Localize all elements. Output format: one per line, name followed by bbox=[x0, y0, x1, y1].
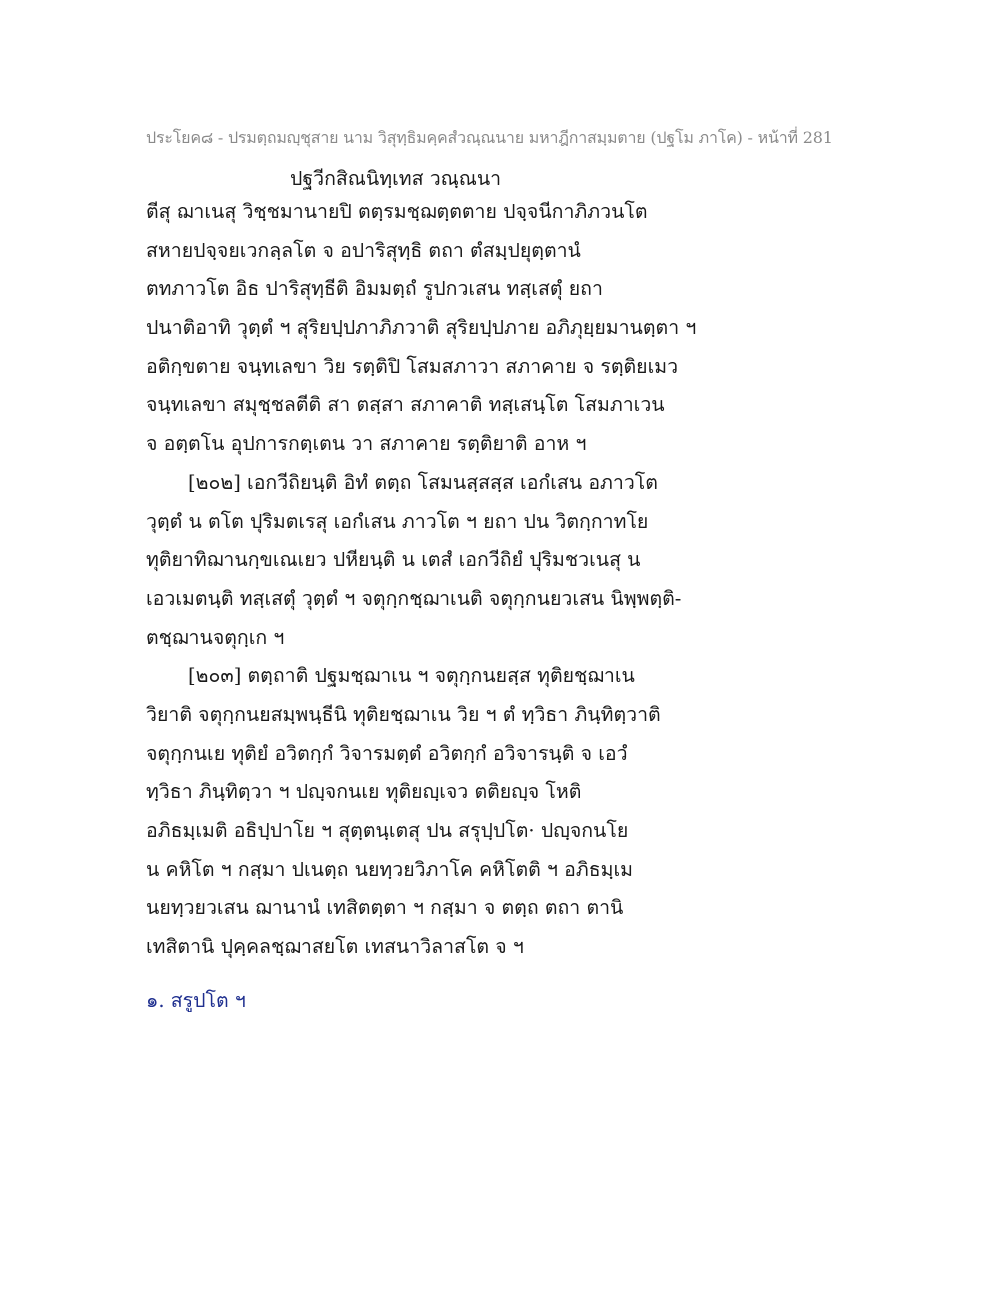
body-line: อภิธมฺเมติ อธิปฺปาโย ฯ สุตฺตนฺเตสุ ปน สรุปฺปโต· ปญฺจกนโย bbox=[146, 819, 629, 842]
section-title: ปฐวีกสิณนิทฺเทส วณฺณนา bbox=[290, 167, 502, 190]
body-line: จตุกฺกนเย ทุติยํ อวิตกฺกํ วิจารมตฺตํ อวิตกฺกํ อวิจารนฺติ จ เอวํ bbox=[146, 741, 628, 765]
paragraph-start-202: [๒๐๒] เอกวีถิยนฺติ อิทํ ตตฺถ โสมนสฺสสฺส เอกํเสน อภาวโต bbox=[188, 470, 658, 494]
body-line: น คหิโต ฯ กสฺมา ปเนตฺถ นยทฺวยวิภาโค คหิโตติ ฯ อภิธมฺเม bbox=[146, 857, 634, 881]
body-text bbox=[146, 193, 866, 967]
body-line: อติกฺขตาย จนฺทเลขา วิย รตฺติปิ โสมสภาวา สภาคาย จ รตฺติยเมว bbox=[146, 354, 679, 378]
body-line: ทุติยาทิฌานกฺขเณเยว ปหียนฺติ น เตสํ เอกวีถิยํ ปุริมชวเนสุ น bbox=[146, 548, 641, 572]
body-line: ทฺวิธา ภินฺทิตฺวา ฯ ปญฺจกนเย ทุติยญฺเจว ตติยญฺจ โหติ bbox=[146, 780, 582, 804]
paragraph-start-203: [๒๐๓] ตตฺถาติ ปฐมชฺฌาเน ฯ จตุกฺกนยสฺส ทุติยชฺฌาเน bbox=[188, 664, 635, 688]
body-line: จนฺทเลขา สมุชฺชลตีติ สา ตสฺสา สภาคาติ ทสฺเสนฺโต โสมภาเวน bbox=[146, 393, 665, 417]
body-line: จ อตฺตโน อุปการกตฺเตน วา สภาคาย รตฺติยาติ อาห ฯ bbox=[146, 432, 587, 456]
body-line: ปนาติอาทิ วุตฺตํ ฯ สุริยปฺปภาภิภวาติ สุริยปฺปภาย อภิภุยฺยมานตฺตา ฯ bbox=[146, 316, 697, 340]
body-line: เทสิตานิ ปุคฺคลชฺฌาสยโต เทสนาวิลาสโต จ ฯ bbox=[146, 935, 524, 959]
body-line: สหายปจฺจยเวกลฺลโต จ อปาริสุทฺธิ ตถา ตํสมฺปยุตฺตานํ bbox=[146, 238, 581, 262]
body-line: วิยาติ จตุกฺกนยสมฺพนฺธีนิ ทุติยชฺฌาเน วิย ฯ ตํ ทฺวิธา ภินฺทิตฺวาติ bbox=[146, 702, 661, 726]
body-line: เอวเมตนฺติ ทสฺเสตุํ วุตฺตํ ฯ จตุกฺกชฺฌาเนติ จตุกฺกนยวเสน นิพฺพตฺติ- bbox=[146, 586, 682, 610]
body-line: ตทภาวโต อิธ ปาริสุทฺธีติ อิมมตฺถํ รูปกวเสน ทสฺเสตุํ ยถา bbox=[146, 277, 603, 301]
running-header: ประโยค๘ - ปรมตฺถมญฺชุสาย นาม วิสุทฺธิมคฺคสํวณฺณนาย มหาฎีกาสมฺมตาย (ปฐโม ภาโค) - หน้าที่ 281 bbox=[146, 128, 833, 147]
body-line: ตีสุ ฌาเนสุ วิชฺชมานายปิ ตตฺรมชฺฌตฺตตาย ปจฺจนีกาภิภวนโต bbox=[146, 200, 648, 223]
body-line: นยทฺวยวเสน ฌานานํ เทสิตตฺตา ฯ กสฺมา จ ตตฺถ ตถา ตานิ bbox=[146, 896, 624, 920]
footnote: ๑. สรูปโต ฯ bbox=[146, 989, 246, 1012]
body-line: วุตฺตํ น ตโต ปุริมตเรสุ เอกํเสน ภาวโต ฯ ยถา ปน วิตกฺกาทโย bbox=[146, 509, 649, 533]
body-line: ตชฺฌานจตุกฺเก ฯ bbox=[146, 625, 285, 649]
